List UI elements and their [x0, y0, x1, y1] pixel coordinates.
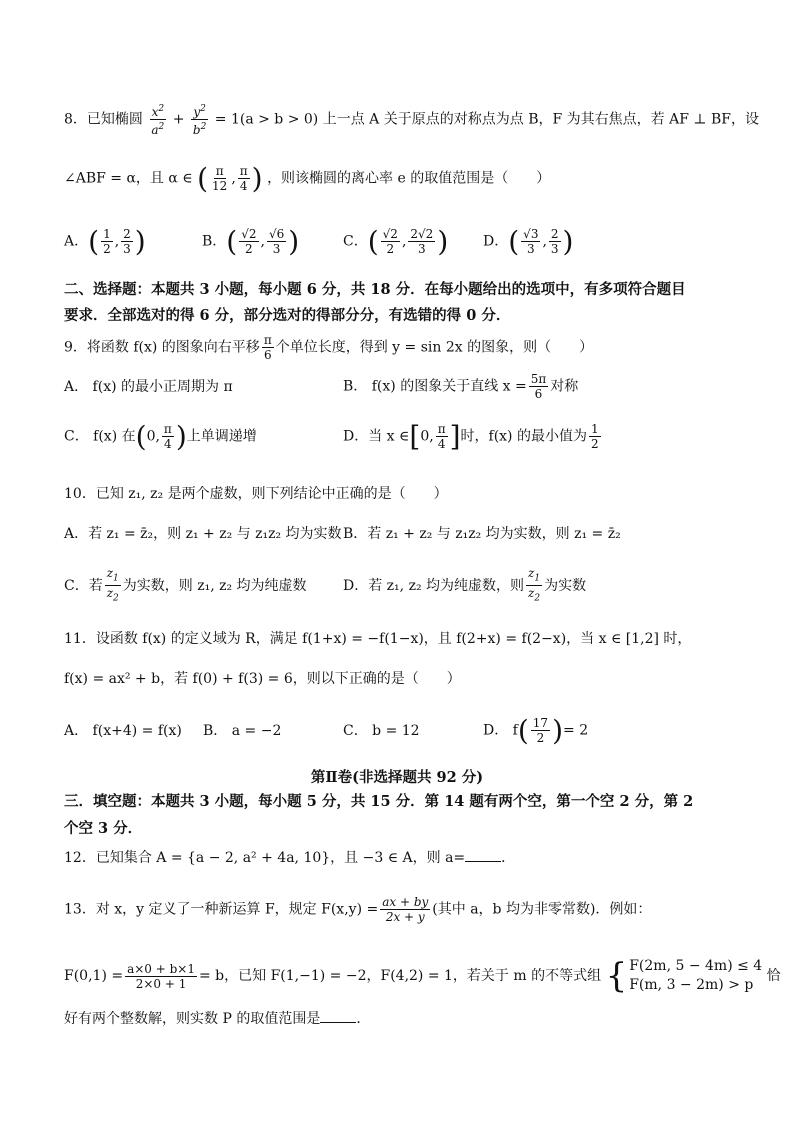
q10-stem: 10．已知 z₁, z₂ 是两个虚数，则下列结论中正确的是（ ） — [64, 486, 448, 502]
q8-option-c: C．( $\frac{√2}{2}$ , $\frac{2√2}{3}$ ) — [343, 225, 449, 258]
q8-line1: 8．已知椭圆 $\frac{x^2}{a^2}$ + $\frac{y^2}{b^2}$ = 1(a > b > 0) 上一点 A 关于原点的对称点为点 B，F 为其右焦点，若 AF ⊥ BF，设 — [64, 104, 759, 137]
q9-option-d: D．当 x ∈[0, $\frac{\pi}{4}$ ]时，f(x) 的最小值为 $\frac{1}{2}$ — [343, 420, 599, 453]
q8-line2-b: ，则该椭圆的离心率 e 的取值范围是（ ） — [267, 170, 551, 187]
q13-answer-blank[interactable] — [320, 1010, 356, 1023]
q9-stem: 9．将函数 f(x) 的图象向右平移 $\frac{\pi}{6}$ 个单位长度，得到 y = sin 2x 的图象，则（ ） — [64, 333, 594, 362]
ellipse-frac-y: $\frac{y^2}{b^2}$ — [192, 104, 207, 137]
q8-cond: 上一点 A 关于原点的对称点为点 B，F 为其右焦点，若 AF ⊥ BF，设 — [322, 111, 759, 128]
q8-option-a: A．( $\frac{1}{2}$ , $\frac{2}{3}$ ) — [64, 225, 146, 258]
section3-line2: 个空 3 分． — [64, 820, 143, 837]
q11-option-a: A． f(x+4) = f(x) — [64, 723, 182, 739]
q10-option-a: A．若 z₁ = z̄₂，则 z₁ + z₂ 与 z₁z₂ 均为实数 — [64, 526, 342, 542]
q8-option-d: D．( $\frac{√3}{3}$ , $\frac{2}{3}$ ) — [483, 225, 574, 258]
q10-option-b: B．若 z₁ + z₂ 与 z₁z₂ 均为实数，则 z₁ = z̄₂ — [343, 526, 621, 542]
q8-eq: = 1(a > b > 0) — [214, 111, 319, 128]
section3-line1: 三．填空题：本题共 3 小题，每小题 5 分，共 15 分．第 14 题有两个空，第一个空 2 分，第 2 — [64, 793, 694, 810]
q8-prefix: 8．已知椭圆 — [64, 111, 143, 128]
section2-line1: 二、选择题：本题共 3 小题，每小题 6 分，共 18 分．在每小题给出的选项中，有多项符合题目 — [64, 281, 686, 298]
q13-line3: 好有两个整数解，则实数 P 的取值范围是 ． — [64, 1011, 371, 1027]
q11-option-d: D． f( $\frac{17}{2}$ )= 2 — [483, 714, 589, 747]
q12-answer-blank[interactable] — [465, 849, 501, 862]
q8-option-b: B．( $\frac{√2}{2}$ , $\frac{√6}{3}$ ) — [202, 225, 300, 258]
q10-option-d: D．若 z₁, z₂ 均为纯虚数，则 $\frac{z_1}{z_2}$ 为实数 — [343, 566, 587, 604]
q8-line2-a: ∠ABF = α，且 α ∈ — [64, 170, 193, 187]
q11-line2: f(x) = ax² + b，若 f(0) + f(3) = 6，则以下正确的是（ ） — [64, 671, 461, 687]
q9-option-b: B． f(x) 的图象关于直线 x = $\frac{5\pi}{6}$ 对称 — [343, 372, 579, 401]
ellipse-frac-x: $\frac{x^2}{a^2}$ — [151, 104, 165, 137]
q13-line2: F(0,1) = $\frac{a\times 0 + b\times 1}{2\times 0 + 1}$ = b，已知 F(1,−1) = −2，F(4,2) = 1，若关于 m 的不等式组 { F(2m, 5 − 4m) ≤ 4 F(m, 3 − 2m) > p 恰 — [64, 956, 781, 996]
part2-title: 第Ⅱ卷(非选择题共 92 分) — [310, 769, 484, 786]
section2-line2: 要求．全部选对的得 6 分，部分选对的得部分分，有选错的得 0 分． — [64, 307, 511, 324]
q9-option-c: C． f(x) 在(0, $\frac{\pi}{4}$ )上单调递增 — [64, 420, 257, 453]
q12: 12．已知集合 A = {a − 2, a² + 4a, 10}，且 −3 ∈ A，则 a= ． — [64, 850, 516, 866]
q11-line1: 11．设函数 f(x) 的定义域为 R，满足 f(1+x) = −f(1−x)，且 f(2+x) = f(2−x)，当 x ∈ [1,2] 时， — [64, 631, 692, 647]
q11-option-c: C． b = 12 — [343, 723, 420, 739]
inequality-system: { F(2m, 5 − 4m) ≤ 4 F(m, 3 − 2m) > p — [605, 956, 763, 996]
q13-line1: 13．对 x，y 定义了一种新运算 F，规定 F(x,y) = $\frac{ax + by}{2x + y}$ (其中 a，b 均为非零常数)．例如： — [64, 895, 652, 924]
q9-option-a: A． f(x) 的最小正周期为 π — [64, 379, 233, 395]
q11-option-b: B． a = −2 — [203, 723, 282, 739]
q8-line2: ∠ABF = α，且 α ∈ ( $\frac{\pi}{12}$ , $\frac{\pi}{4}$ ) ，则该椭圆的离心率 e 的取值范围是（ ） — [64, 162, 551, 195]
q10-option-c: C．若 $\frac{z_1}{z_2}$ 为实数，则 z₁, z₂ 均为纯虚数 — [64, 566, 307, 604]
